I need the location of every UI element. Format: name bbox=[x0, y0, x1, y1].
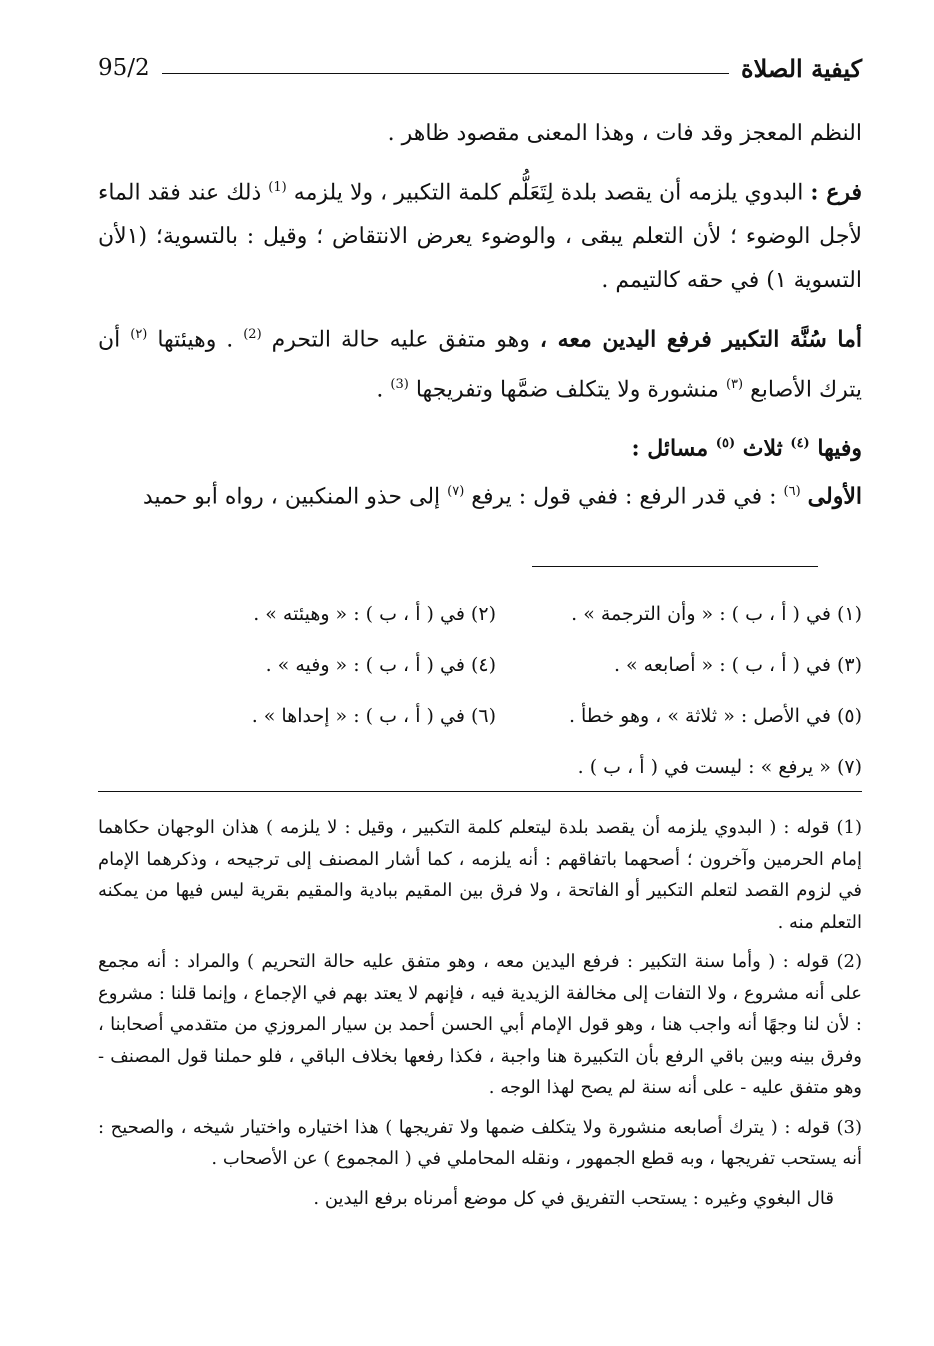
variant-ref-4[interactable]: (٤) bbox=[790, 435, 810, 451]
variant-ref-6[interactable]: (٦) bbox=[783, 484, 801, 500]
p3-text-e: . bbox=[376, 376, 384, 402]
variant-note-2: (٢) في ( أ ، ب ) : « وهيئته » . bbox=[253, 602, 496, 625]
paragraph-4 bbox=[98, 422, 862, 470]
variant-row bbox=[130, 639, 862, 690]
variants-separator bbox=[532, 566, 818, 567]
variant-ref-5[interactable]: (٥) bbox=[715, 435, 736, 451]
header-rule bbox=[162, 73, 729, 74]
footnote-ref-1[interactable]: (1) bbox=[268, 180, 287, 195]
footnote-3: (3) قوله : ( يترك أصابعه منشورة ولا يتكلف ضمها ولا تفريجها ) هذا اختياره واختيار شيخه ، والصحيح : أنه يستحب تفريجها ، وبه قطع الجمهور ، ونقله المحاملي في ( المجموع ) عن الأصحاب . bbox=[98, 1116, 862, 1169]
variant-note-7: (٧) « يرفع » : ليست في ( أ ، ب ) . bbox=[577, 755, 862, 778]
p3-text-c: أن يترك الأصابع bbox=[98, 327, 862, 402]
variant-note-1: (١) في ( أ ، ب ) : « وأن الترجمة » . bbox=[571, 602, 862, 625]
paragraph-1: النظم المعجز وقد فات ، وهذا المعنى مقصود ظاهر . bbox=[387, 121, 862, 146]
footnote-1: (1) قوله : ( البدوي يلزمه أن يقصد بلدة ليتعلم كلمة التكبير ، وقيل : لا يلزمه ) هذان الوجهان حكاهما إمام الحرمين وآخرون ؛ أصحهما باتفاقهم : أنه يلزمه ، كما أشار المصنف إلى ترجيحه ، وذكرهما الإمام في لزوم القصد لتعلم التكبير أو الفاتحة ، ولا فرق بين المقيم ببادية والمقيم بقرية ليس فيها من يمكنه التعلم منه . bbox=[98, 817, 862, 933]
main-text bbox=[98, 112, 862, 520]
page-number: 95/2 bbox=[98, 55, 150, 81]
commentary-footnotes bbox=[98, 812, 862, 1222]
label-far: فرع : bbox=[810, 179, 862, 206]
p3-text-b: . وهيئتها bbox=[157, 327, 234, 353]
p4-b: ثلاث bbox=[742, 435, 783, 462]
variant-row bbox=[130, 741, 862, 792]
footnote-2: (2) قوله : ( وأما سنة التكبير : فرفع اليدين معه ، وهو متفق عليه حالة التحريم ) والمراد : أنه مجمع على أنه مشروع ، ولا التفات إلى مخالفة الزيدية فيه ، فإنهم لا يعتد بهم في الإجماع ، وإنما قلنا : مشروع : لأن لنا وجهًا أنه واجب هنا ، وهو قول الإمام أبي الحسن أحمد بن سيار المروزي من متقدمي أصحابنا ، وفرق بينه وبين باقي الرفع بأن التكبيرة هنا واجبة ، فكذا رفعها بخلاف الباقي ، فلو حملنا قول المصنف - وهو متفق عليه - على أنه سنة لم يصح لهذا الوجه . bbox=[98, 951, 862, 1098]
paragraph-2 bbox=[98, 166, 862, 303]
variant-note-3: (٣) في ( أ ، ب ) : « أصابعه » . bbox=[613, 653, 862, 676]
p3-text-a: وهو متفق عليه حالة التحرم bbox=[271, 327, 530, 353]
variant-ref-3[interactable]: (٣) bbox=[725, 376, 744, 392]
p4-a: وفيها bbox=[817, 435, 862, 462]
p4-c: مسائل : bbox=[631, 435, 709, 462]
variant-ref-7[interactable]: (٧) bbox=[447, 484, 465, 500]
variant-note-4: (٤) في ( أ ، ب ) : « وفيه » . bbox=[265, 653, 496, 676]
p5-text-a: : في قدر الرفع : ففي قول : يرفع bbox=[471, 484, 777, 510]
p5-text-b: إلى حذو المنكبين ، رواه أبو حميد bbox=[142, 484, 441, 510]
footnotes-separator bbox=[98, 791, 862, 792]
running-title: كيفية الصلاة bbox=[741, 53, 862, 83]
variant-notes bbox=[130, 588, 862, 792]
paragraph-5 bbox=[98, 470, 862, 519]
p3-text-d: منشورة ولا يتكلف ضمَّها وتفريجها bbox=[415, 376, 719, 402]
variant-row bbox=[130, 588, 862, 639]
p2-text-b: ذلك عند فقد الماء لأجل الوضوء ؛ لأن التعلم يبقى ، والوضوء يعرض الانتقاض ؛ وقيل : بالتسوية؛ (١لأن التسوية ١) في حقه كالتيمم . bbox=[98, 180, 862, 294]
paragraph-3 bbox=[98, 313, 862, 412]
footnote-3-continuation: قال البغوي وغيره : يستحب التفريق في كل موضع أمرناه برفع اليدين . bbox=[313, 1187, 834, 1209]
variant-note-6: (٦) في ( أ ، ب ) : « إحداها » . bbox=[251, 704, 496, 727]
variant-ref-2[interactable]: (٢) bbox=[130, 327, 148, 343]
variant-note-5: (٥) في الأصل : « ثلاثة » ، وهو خطأ . bbox=[568, 704, 862, 727]
p5-bold: الأولى bbox=[807, 483, 862, 510]
footnote-ref-3[interactable]: (3) bbox=[390, 376, 409, 392]
variant-row bbox=[130, 690, 862, 741]
footnote-ref-2[interactable]: (2) bbox=[243, 327, 262, 343]
p2-text-a: البدوي يلزمه أن يقصد بلدة لِتَعَلُّم كلمة التكبير ، ولا يلزمه bbox=[293, 180, 804, 206]
p3-bold: أما سُنَّة التكبير فرفع اليدين معه ، bbox=[539, 326, 863, 353]
page-header bbox=[98, 50, 862, 86]
